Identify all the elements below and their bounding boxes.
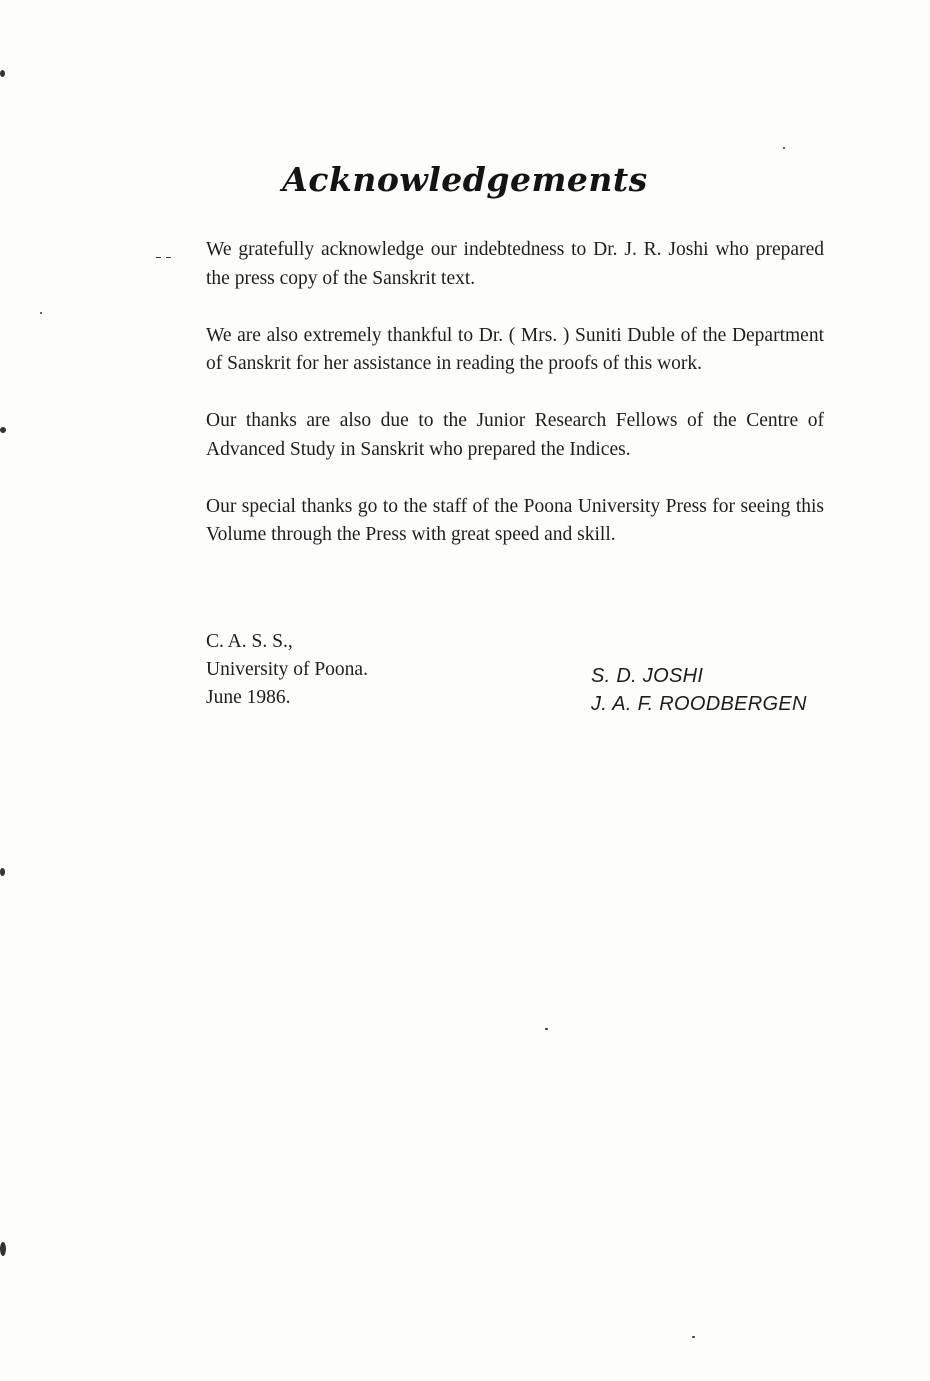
scan-speck	[692, 1336, 695, 1338]
scan-speck	[156, 257, 161, 258]
scan-speck	[0, 868, 5, 876]
signatory-name: J. A. F. ROODBERGEN	[591, 693, 807, 715]
page-title: Acknowledgements	[282, 160, 648, 199]
scan-speck	[0, 427, 6, 433]
paragraph: We are also extremely thankful to Dr. ( Mrs. ) Suniti Duble of the Department of Sanskrit for her assistance in reading the proofs of this work.	[206, 324, 824, 374]
paragraph: Our thanks are also due to the Junior Research Fellows of the Centre of Advanced Study in Sanskrit who prepared the Indices.	[206, 410, 824, 460]
signatory-name: S. D. JOSHI	[591, 665, 704, 687]
institution-name: University of Poona.	[206, 659, 368, 680]
institution-abbrev: C. A. S. S.,	[206, 631, 293, 652]
acknowledgement-body	[206, 236, 824, 578]
paragraph: We gratefully acknowledge our indebtedness to Dr. J. R. Joshi who prepared the press copy of the Sanskrit text.	[206, 239, 824, 289]
scan-speck	[0, 1242, 6, 1256]
place-and-date	[206, 628, 368, 712]
date: June 1986.	[206, 687, 291, 708]
signatories	[591, 662, 807, 718]
paragraph: Our special thanks go to the staff of the Poona University Press for seeing this Volume through the Press with great speed and skill.	[206, 495, 824, 545]
scan-speck	[40, 312, 42, 314]
scan-speck	[545, 1028, 548, 1030]
scan-speck	[783, 147, 785, 149]
scan-speck	[166, 257, 171, 258]
scan-speck	[0, 70, 5, 77]
